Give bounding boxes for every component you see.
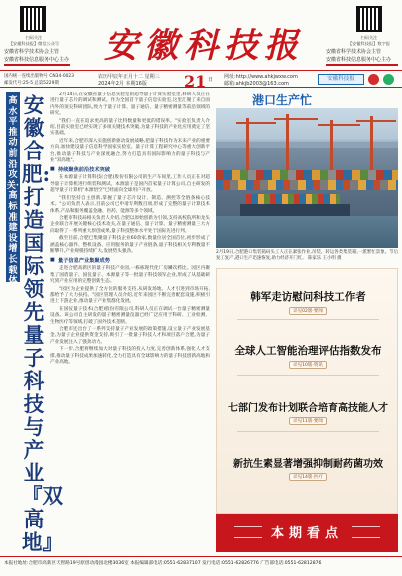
lead-article-body xyxy=(50,92,210,512)
footer-contact: 本报社地址:合肥市高新区天智路19号原创动漫园北楼3036室 本报编辑部电话:0551-62837107 发行电话:0551-62826776 广告部电话:0551-62812876 xyxy=(4,561,322,566)
news-headline[interactable]: 七部门发布计划联合培育高技能人才 xyxy=(228,403,388,414)
news-headline[interactable]: 新抗生素显著增强抑制耐药菌功效 xyxy=(233,459,383,470)
promo-left-1: 安徽省科学技术协会主管 xyxy=(4,49,60,55)
qr-code-right[interactable] xyxy=(356,6,382,32)
article-paragraph: 合肥市科技局相关负责人介绍,合肥以原始创新为引领,支持高校院所和龙头企业联合开展关键核心技术攻关,在量子通信、量子计算、量子精密测量三大方向取得了一系列重大原创成果,量子科技整体水平处于国际先进行列。 xyxy=(50,215,210,234)
issue-number: 邮发代号:25-5 总第5229期 xyxy=(4,81,59,86)
article-paragraph: 在本源量子计算科技(合肥)股份有限公司的生产车间里,工作人员正在对超导量子计算机进行组装和测试。本源量子是国内首家量子计算公司,自主研发的超导量子计算机"本源悟空"已经面向全球用户开放。 xyxy=(50,175,210,194)
weibo-icon[interactable] xyxy=(368,74,379,85)
crane-arm xyxy=(236,122,276,124)
day-number: 21 xyxy=(184,72,207,91)
masthead-rule-left xyxy=(4,64,70,66)
lead-headline[interactable]: 安徽合肥:打造国际领先量子科技与产业『双高地』 xyxy=(22,93,63,554)
crane xyxy=(246,118,249,178)
news-highlights xyxy=(216,268,398,514)
photo-title: 港口生产忙 xyxy=(252,93,313,107)
photo-caption: 2月19日,合肥港口集装箱码头工人正在紧张作业,吊装、转运各类集装箱,一派繁忙景象。节后复工复产,港口生产迅速恢复,助力经济开门红。 陈家乐 王小明 摄 xyxy=(216,250,398,261)
article-section-heading: ■ 持续聚焦前沿技术突破 xyxy=(50,166,210,173)
website-link[interactable]: 网址:http://www.ahkjwxw.com xyxy=(224,74,298,80)
article-paragraph: 下一步,合肥将继续加大对量子科技的投入力度,完善创新体系,强化人才支撑,推动量子科技成果加速转化,全力打造具有全球影响力的量子科技创新高地和产业高地。 xyxy=(50,347,210,366)
article-paragraph: 近年来,合肥市深入实施创新驱动发展战略,把量子科技作为未来产业的重要方向,加快建设量子信息科学国家实验室、量子计算工程研究中心等重大创新平台,推动量子科技与产业深度融合,努力打造具有国际影响力的量子科技与产业"双高地"。 xyxy=(50,138,210,164)
ship-containers xyxy=(246,194,340,204)
crane-arm xyxy=(356,120,396,122)
harbor-water xyxy=(216,216,398,248)
container-row xyxy=(216,170,398,180)
qr-left-caption-2: 【安徽科技报】微信公众号 xyxy=(8,41,60,46)
article-paragraph: 走进合肥高新区的量子科技产业园,一栋栋现代化厂房鳞次栉比。园区内聚集了国盾量子、国仪量子、本源量子等一批量子科技领军企业,形成了从基础研究到产业应用的完整创新生态。 xyxy=(50,266,210,285)
highlights-banner xyxy=(216,514,398,552)
container-row xyxy=(216,180,398,190)
article-paragraph: 在国仪量子技术(合肥)股份有限公司,科研人员正在调试一台量子精密测量设备。该公司自主研发的量子精密测量仪器已经广泛应用于科研、工业检测、生物医疗等领域,打破了国外技术垄断。 xyxy=(50,306,210,325)
lead-subhead-text: 高水平推动前沿攻关·高标准建设增长载体 xyxy=(6,96,20,287)
news-page-tag: 详见02版·要闻 xyxy=(289,307,327,315)
article-section-heading: ■ 量子信息产业集聚成势 xyxy=(50,257,210,264)
news-item[interactable] xyxy=(217,455,399,481)
news-item[interactable] xyxy=(217,289,399,315)
newspaper-title: 安徽科技报 xyxy=(104,26,304,66)
crane-arm xyxy=(318,124,360,126)
article-paragraph: "我们坚持自主创新,掌握了量子芯片设计、制造、测控等全链条核心技术。"公司负责人表示,目前公司已申请专利数百项,形成了完整的量子计算技术体系,产品和服务覆盖金融、医药、能源等多个领域。 xyxy=(50,195,210,214)
lead-subhead xyxy=(6,92,20,287)
news-divider xyxy=(237,375,379,376)
news-item[interactable] xyxy=(217,399,399,425)
news-headline[interactable]: 全球人工智能治理评估指数发布 xyxy=(234,345,382,357)
news-divider xyxy=(237,431,379,432)
cn-number: 国内统一连续出版物号 CN34-0023 xyxy=(4,74,74,79)
masthead-rule-right xyxy=(326,64,398,66)
qr-code-left[interactable] xyxy=(20,6,46,32)
promo-left-2: 安徽省科技信息服务中心主办 xyxy=(4,57,70,63)
news-page-tag: 详见11版·要闻 xyxy=(289,417,327,425)
port-photo[interactable] xyxy=(216,108,398,248)
crane xyxy=(286,114,289,176)
lunar-date: 农历甲辰年正月十二 星期三 xyxy=(98,74,160,80)
crane-arm xyxy=(274,118,318,120)
article-paragraph: 2月14日,在安徽省量子信息实验室的超导量子计算实验室里,科研人员正在进行量子芯片的调试和测试。作为全国首个量子信息实验室,这里汇聚了来自国内外的顶尖科研团队,致力于量子计算、量子通信、量子精密测量等前沿领域的研究。 xyxy=(50,92,210,117)
news-headline[interactable]: 韩军走访慰问科技工作者 xyxy=(250,291,366,303)
wechat-icon[interactable] xyxy=(383,74,394,85)
article-paragraph: "园区为企业提供了全方位的服务支持,从研发场地、人才引进到市场开拓,都给予了大力扶持。"园区管理人员介绍,近年来园区不断完善配套设施,积极引进上下游企业,推动量子产业集群化发展。 xyxy=(50,286,210,305)
email-link[interactable]: 邮箱:ahkjb2003@163.com xyxy=(224,81,289,87)
footer-rule xyxy=(0,556,402,557)
qr-right-caption: 扫码关注 xyxy=(360,35,378,40)
day-suffix: 日 xyxy=(208,77,214,83)
article-paragraph: 截至目前,合肥已集聚量子科技企业60余家,数量位居全国首位,初步形成了涵盖核心器件、整机设备、应用服务的量子产业链条,量子科技相关专利数量不断攀升,产业规模持续扩大,发展势头强劲。 xyxy=(50,236,210,254)
news-page-tag: 详见10版·资讯 xyxy=(289,361,327,369)
digital-newspaper-button[interactable]: 安徽科技报 xyxy=(318,74,364,85)
year-month: 2024年2月 本期16版 xyxy=(98,81,147,87)
highlights-banner-text: 本期看点 xyxy=(270,526,343,541)
crane xyxy=(370,116,373,176)
qr-left-caption: 扫码关注 xyxy=(25,35,43,40)
masthead xyxy=(0,0,402,91)
promo-right-2: 安徽省科技信息服务中心主办 xyxy=(326,57,392,63)
news-page-tag: 详见14版·医疗 xyxy=(289,473,327,481)
news-item[interactable] xyxy=(217,343,399,369)
qr-right-caption-2: 【安徽科技报】数字报 xyxy=(348,41,390,46)
news-divider xyxy=(237,319,379,320)
article-paragraph: "我们一直在追求更高的量子比特数量和更低的错误率。"实验室负责人介绍,目前实验室已经实现了多项关键技术突破,为量子科技的产业化应用奠定了坚实基础。 xyxy=(50,118,210,137)
info-bar xyxy=(0,70,402,91)
promo-right-1: 安徽省科学技术协会主管 xyxy=(326,49,382,55)
article-paragraph: 合肥市还出台了一系列支持量子产业发展的政策措施,设立量子产业发展基金,为量子企业提供资金支持,吸引了一批量子科技人才和项目落户合肥,为量子产业发展注入了强劲动力。 xyxy=(50,327,210,345)
